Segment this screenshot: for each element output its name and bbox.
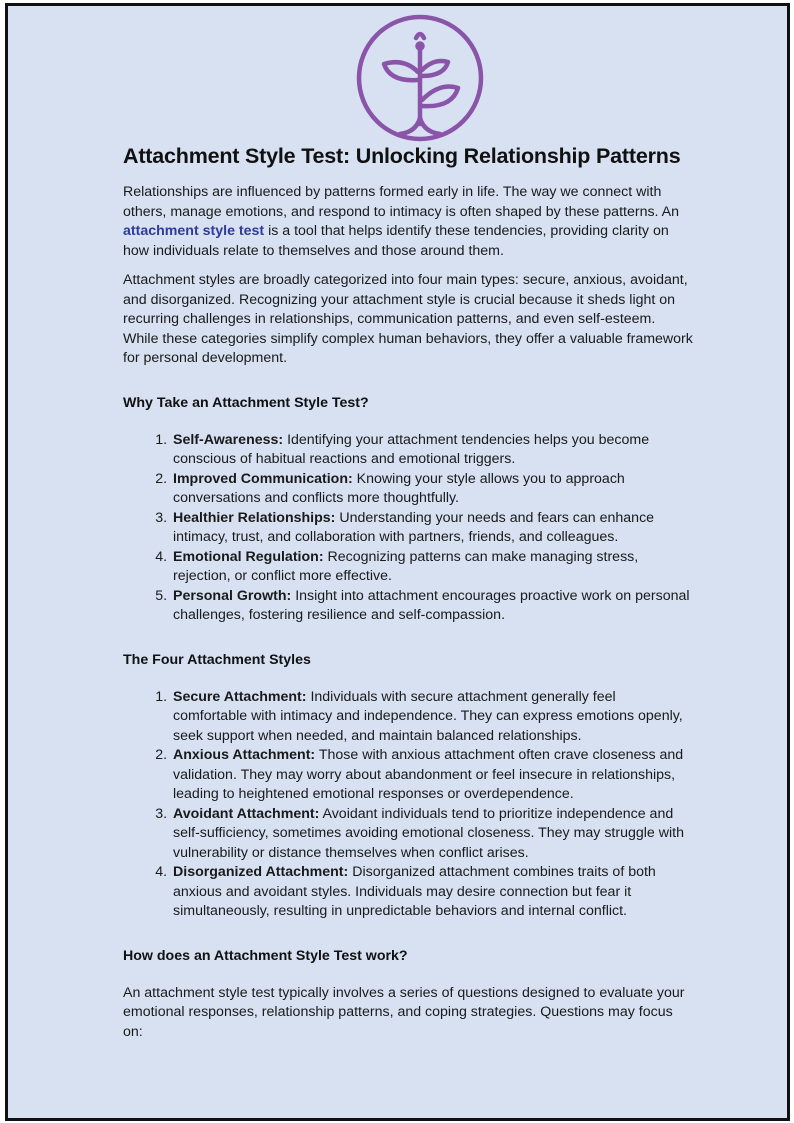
document-page (5, 3, 790, 1121)
list-item-text: Insight into attachment encourages proactive work on personal challenges, fostering resilience and self-compassion. (173, 587, 690, 623)
list-item-term: Anxious Attachment: (173, 747, 316, 763)
why-list (123, 431, 693, 626)
list-item (171, 431, 693, 470)
list-item-text: Understanding your needs and fears can enhance intimacy, trust, and collaboration with partners, friends, and colleagues. (173, 509, 655, 545)
list-item-term: Secure Attachment: (173, 688, 307, 705)
list-item-text: Identifying your attachment tendencies helps you become conscious of habitual reactions and emotional triggers. (173, 431, 650, 467)
list-item (171, 746, 693, 805)
intro-text: Relationships are influenced by patterns formed early in life. The way we connect with others, manage emotions, and respond to intimacy is often shaped by these patterns. An (123, 184, 680, 220)
list-item-text: Avoidant individuals tend to prioritize independence and self-sufficiency, sometimes avoiding emotional closeness. They may struggle with vulnerability or distance themselves when conflict arises. (173, 805, 684, 861)
list-item (171, 548, 693, 587)
list-item (171, 805, 693, 864)
list-item (171, 863, 693, 922)
list-item-text: Knowing your style allows you to approach conversations and conflicts more thoughtfully. (173, 470, 625, 506)
list-item-text: Individuals with secure attachment generally feel comfortable with intimacy and independence. They can express emotions openly, seek support when needed, and maintain balanced relationships. (173, 688, 683, 744)
list-item (171, 470, 693, 509)
styles-overview-paragraph: Attachment styles are broadly categorized into four main types: secure, anxious, avoidant, and disorganized. Recognizing your attachment style is crucial because it sheds light on recurring challenges in relationships, communication patterns, and even self-esteem. While these categories simplify complex human behaviors, they offer a valuable framework for personal development. (123, 272, 693, 366)
list-item-text: Disorganized attachment combines traits of both anxious and avoidant styles. Individuals may desire connection but fear it simultaneously, resulting in unpredictable behaviors and internal conflict. (173, 864, 656, 919)
intro-text-continued: is a tool that helps identify these tendencies, providing clarity on how individuals relate to themselves and those around them. (123, 223, 669, 259)
attachment-style-test-link[interactable]: attachment style test (123, 223, 265, 239)
why-heading: Why Take an Attachment Style Test? (123, 394, 369, 411)
list-item-term: Personal Growth: (173, 587, 292, 604)
list-item (171, 587, 693, 626)
list-item-term: Healthier Relationships: (173, 509, 336, 526)
list-item-term: Self-Awareness: (173, 431, 284, 448)
styles-heading: The Four Attachment Styles (123, 651, 311, 668)
intro-paragraph (123, 183, 693, 261)
list-item-text: Recognizing patterns can make managing stress, rejection, or conflict more effective. (173, 548, 639, 584)
sprout-in-circle-icon (354, 12, 486, 144)
styles-list (123, 688, 693, 922)
list-item-term: Improved Communication: (173, 470, 353, 487)
list-item (171, 509, 693, 548)
list-item-term: Emotional Regulation: (173, 548, 324, 565)
list-item-term: Disorganized Attachment: (173, 864, 349, 880)
how-paragraph: An attachment style test typically involves a series of questions designed to evaluate your emotional responses, relationship patterns, and coping strategies. Questions may focus on: (123, 984, 685, 1040)
page-title: Attachment Style Test: Unlocking Relationship Patterns (123, 144, 681, 168)
how-heading: How does an Attachment Style Test work? (123, 947, 408, 964)
list-item (171, 688, 693, 747)
article (123, 144, 693, 1052)
list-item-text: Those with anxious attachment often crave closeness and validation. They may worry about abandonment or feel insecure in relationships, leading to heightened emotional responses or overdependence. (173, 747, 684, 802)
list-item-term: Avoidant Attachment: (173, 805, 320, 822)
